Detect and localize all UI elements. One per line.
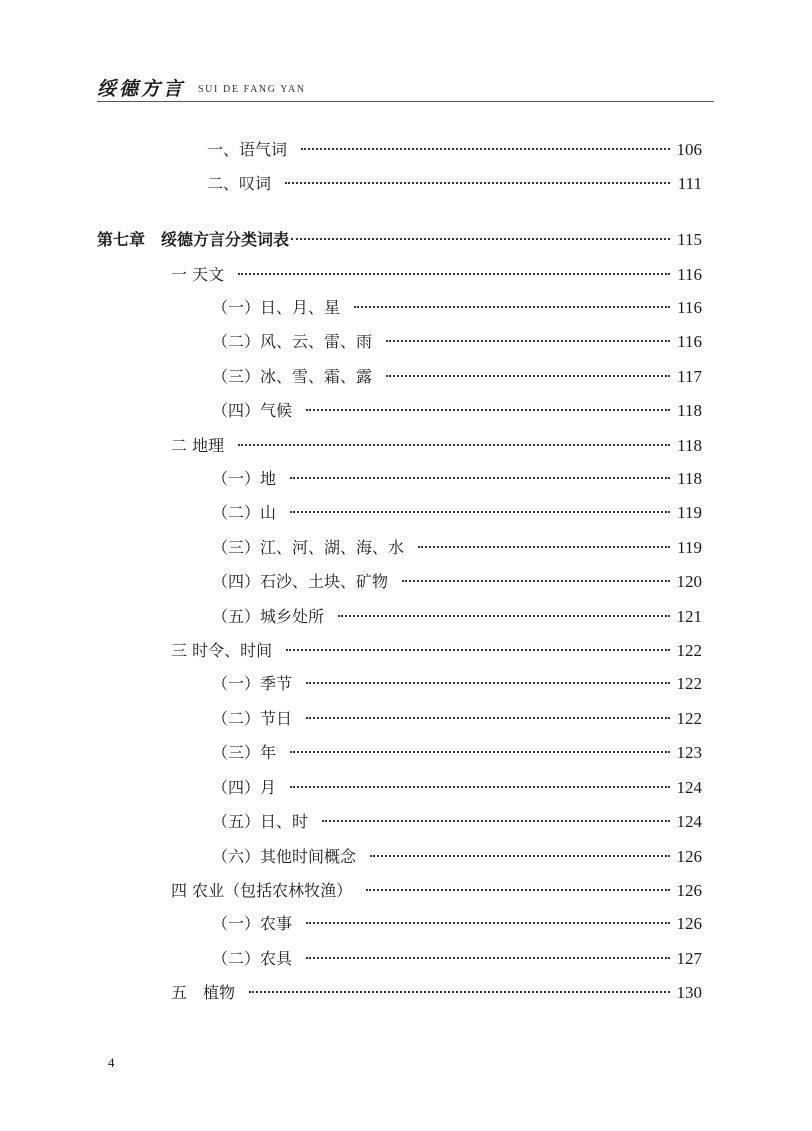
toc-section-entry[interactable] xyxy=(171,982,702,1004)
toc-entry[interactable] xyxy=(212,400,702,422)
toc-chapter-entry[interactable] xyxy=(97,229,702,251)
running-header xyxy=(97,78,714,102)
toc-entry-label: 五 植物 xyxy=(171,983,236,1002)
leader-dots xyxy=(354,305,670,308)
toc-entry[interactable] xyxy=(212,468,702,490)
toc-entry-label: （二）节日 xyxy=(212,709,293,728)
leader-dots xyxy=(301,147,670,150)
leader-dots xyxy=(370,854,670,857)
toc-entry-label: 二、叹词 xyxy=(207,174,272,193)
toc-entry[interactable] xyxy=(212,297,702,319)
header-subtitle: SUI DE FANG YAN xyxy=(198,84,306,95)
toc-entry[interactable] xyxy=(207,139,702,161)
toc-entry-page: 119 xyxy=(677,503,702,522)
toc-section-entry[interactable] xyxy=(171,640,702,662)
leader-dots xyxy=(402,579,670,582)
leader-dots xyxy=(285,181,670,184)
toc-entry-label: 一 天文 xyxy=(171,265,225,284)
toc-entry[interactable] xyxy=(207,173,702,195)
leader-dots xyxy=(306,408,670,411)
leader-dots xyxy=(290,510,670,513)
toc-entry-label: （四）石沙、土块、矿物 xyxy=(212,572,389,591)
toc-entry-page: 117 xyxy=(677,367,702,386)
toc-entry[interactable] xyxy=(212,742,702,764)
toc-entry-label: （六）其他时间概念 xyxy=(212,847,357,866)
toc-entry-label: （五）日、时 xyxy=(212,812,309,831)
toc-entry-label: （一）地 xyxy=(212,469,277,488)
toc-entry-label: （一）农事 xyxy=(212,914,293,933)
toc-entry-page: 116 xyxy=(677,332,702,351)
toc-entry-label: （一）季节 xyxy=(212,674,293,693)
toc-entry-page: 122 xyxy=(676,709,702,728)
toc-entry[interactable] xyxy=(212,571,702,593)
toc-entry-page: 122 xyxy=(676,641,702,660)
leader-dots xyxy=(306,921,670,924)
leader-dots xyxy=(290,476,670,479)
toc-entry[interactable] xyxy=(212,846,702,868)
toc-entry[interactable] xyxy=(212,502,702,524)
toc-entry[interactable] xyxy=(212,673,702,695)
toc-entry-page: 116 xyxy=(677,265,702,284)
toc-entry-label: 二 地理 xyxy=(171,436,225,455)
toc-entry[interactable] xyxy=(212,366,702,388)
toc-entry-page: 118 xyxy=(677,469,702,488)
toc-entry[interactable] xyxy=(212,777,702,799)
leader-dots xyxy=(366,888,670,891)
toc-entry[interactable] xyxy=(212,537,702,559)
leader-dots xyxy=(418,545,670,548)
leader-dots xyxy=(306,956,670,959)
leader-dots xyxy=(338,614,670,617)
toc-entry-page: 126 xyxy=(676,881,702,900)
page-number: 4 xyxy=(108,1055,115,1070)
toc-entry-page: 118 xyxy=(677,436,702,455)
toc-entry-page: 118 xyxy=(677,401,702,420)
toc-entry-page: 106 xyxy=(676,140,702,159)
toc-entry-page: 111 xyxy=(677,174,702,193)
leader-dots xyxy=(249,990,670,993)
toc-entry-label: （二）风、云、雷、雨 xyxy=(212,332,373,351)
toc-entry-label: 第七章 绥德方言分类词表 xyxy=(97,230,290,249)
toc-entry-page: 115 xyxy=(677,230,702,249)
leader-dots xyxy=(238,443,670,446)
toc-entry-page: 124 xyxy=(676,812,702,831)
toc-entry-label: 一、语气词 xyxy=(207,140,288,159)
toc-entry-label: （三）冰、雪、霜、露 xyxy=(212,367,373,386)
toc-section-entry[interactable] xyxy=(171,264,702,286)
toc-entry-page: 130 xyxy=(676,983,702,1002)
toc-entry-page: 124 xyxy=(676,778,702,797)
toc-entry[interactable] xyxy=(212,913,702,935)
toc-entry-page: 123 xyxy=(676,743,702,762)
toc-entry-label: （二）山 xyxy=(212,503,277,522)
toc-entry-page: 121 xyxy=(676,607,702,626)
toc-entry-label: （三）江、河、湖、海、水 xyxy=(212,538,405,557)
toc-entry-label: （四）气候 xyxy=(212,401,293,420)
toc-entry[interactable] xyxy=(212,708,702,730)
toc-entry-label: （二）农具 xyxy=(212,949,293,968)
toc-entry-label: 四 农业（包括农林牧渔） xyxy=(171,881,353,900)
toc-section-entry[interactable] xyxy=(171,435,702,457)
leader-dots xyxy=(386,374,670,377)
toc-entry-label: （一）日、月、星 xyxy=(212,298,341,317)
toc-entry-page: 127 xyxy=(676,949,702,968)
toc-entry-label: （四）月 xyxy=(212,778,277,797)
leader-dots xyxy=(306,681,670,684)
toc-entry-label: （五）城乡处所 xyxy=(212,607,325,626)
toc-entry[interactable] xyxy=(212,948,702,970)
leader-dots xyxy=(286,648,670,651)
toc-entry-page: 126 xyxy=(676,914,702,933)
leader-dots xyxy=(238,272,670,275)
leader-dots xyxy=(386,339,670,342)
toc-entry-label: 三 时令、时间 xyxy=(171,641,273,660)
toc-section-entry[interactable] xyxy=(171,880,702,902)
header-title: 绥德方言 xyxy=(97,78,186,100)
toc-entry-page: 116 xyxy=(677,298,702,317)
toc-entry[interactable] xyxy=(212,331,702,353)
toc-entry-page: 120 xyxy=(676,572,702,591)
toc-entry[interactable] xyxy=(212,606,702,628)
leader-dots xyxy=(322,819,670,822)
leader-dots xyxy=(290,750,670,753)
toc-entry-page: 122 xyxy=(676,674,702,693)
toc-entry[interactable] xyxy=(212,811,702,833)
leader-dots xyxy=(291,237,670,240)
leader-dots xyxy=(290,785,670,788)
toc-entry-page: 119 xyxy=(677,538,702,557)
leader-dots xyxy=(306,716,670,719)
toc-entry-page: 126 xyxy=(676,847,702,866)
toc-entry-label: （三）年 xyxy=(212,743,277,762)
